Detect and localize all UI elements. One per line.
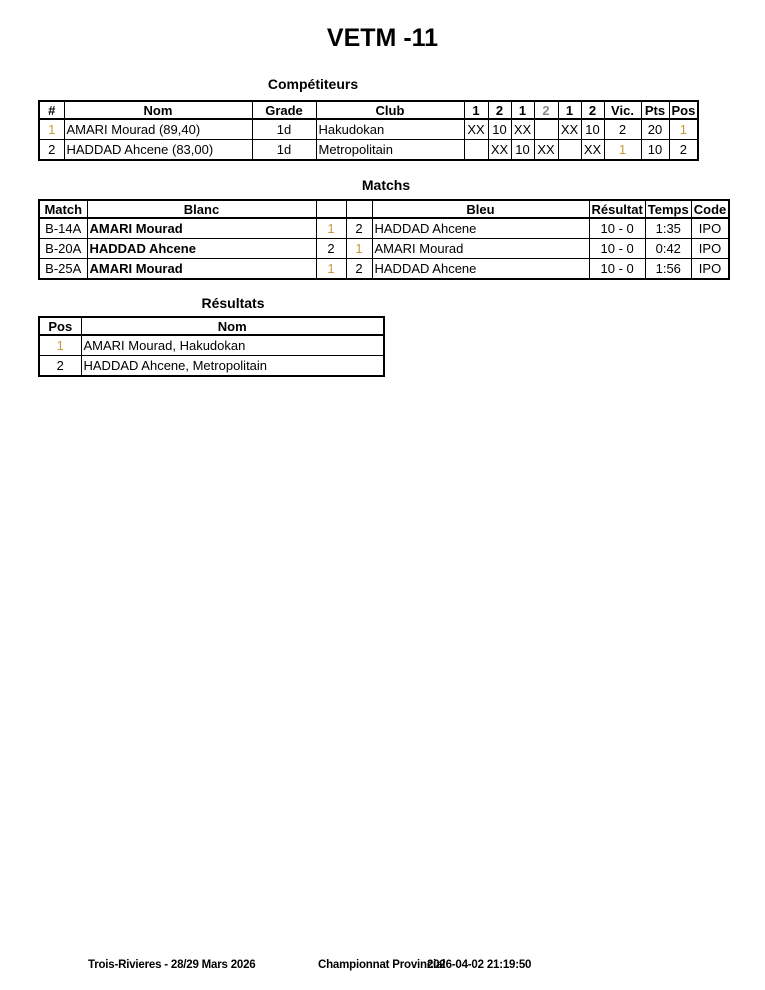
page-title: VETM -11 [326, 24, 439, 52]
cell-score: XX [488, 140, 511, 161]
cell-code: IPO [691, 259, 729, 280]
cell-match-id: B-20A [39, 239, 87, 259]
cell-match-id: B-25A [39, 259, 87, 280]
col-header-score-3: 1 [511, 101, 534, 119]
cell-victories: 2 [604, 119, 641, 140]
cell-score [558, 140, 581, 161]
cell-code: IPO [691, 239, 729, 259]
matches-heading: Matchs [361, 177, 411, 193]
col-header-club: Club [316, 101, 464, 119]
cell-blue-num: 2 [346, 218, 372, 239]
col-header-grade: Grade [252, 101, 316, 119]
cell-position: 2 [669, 140, 698, 161]
cell-score: XX [581, 140, 604, 161]
cell-score: XX [511, 119, 534, 140]
competitors-heading: Compétiteurs [267, 76, 359, 92]
col-header-score-1: 1 [464, 101, 488, 119]
cell-white-name: HADDAD Ahcene [87, 239, 316, 259]
col-header-score-6: 2 [581, 101, 604, 119]
results-header-row [39, 317, 384, 335]
cell-points: 20 [641, 119, 669, 140]
col-header-white-num [316, 200, 346, 218]
col-header-number: # [39, 101, 64, 119]
cell-time: 0:42 [645, 239, 691, 259]
cell-competitor: HADDAD Ahcene, Metropolitain [81, 356, 384, 377]
col-header-points: Pts [641, 101, 669, 119]
cell-points: 10 [641, 140, 669, 161]
cell-competitor-number: 1 [39, 119, 64, 140]
cell-score [534, 119, 558, 140]
cell-score: XX [558, 119, 581, 140]
match-row [39, 259, 729, 280]
cell-score: 10 [581, 119, 604, 140]
cell-score: 10 [488, 119, 511, 140]
cell-score: XX [464, 119, 488, 140]
cell-score: 10 [511, 140, 534, 161]
col-header-score-5: 1 [558, 101, 581, 119]
cell-victories: 1 [604, 140, 641, 161]
competitor-row [39, 140, 698, 161]
cell-competitor-number: 2 [39, 140, 64, 161]
cell-white-num: 1 [316, 259, 346, 280]
competitor-row [39, 119, 698, 140]
cell-blue-name: HADDAD Ahcene [372, 259, 589, 280]
footer-print-timestamp: 2026-04-02 21:19:50 [427, 959, 532, 971]
cell-position: 2 [39, 356, 81, 377]
competitors-table [38, 100, 699, 161]
cell-white-name: AMARI Mourad [87, 259, 316, 280]
cell-grade: 1d [252, 119, 316, 140]
cell-blue-num: 1 [346, 239, 372, 259]
col-header-score-4: 2 [534, 101, 558, 119]
col-header-code: Code [691, 200, 729, 218]
matches-header-row [39, 200, 729, 218]
cell-white-num: 2 [316, 239, 346, 259]
footer-championship: Championnat Provincial [318, 959, 446, 971]
cell-competitor-name: HADDAD Ahcene (83,00) [64, 140, 252, 161]
cell-blue-num: 2 [346, 259, 372, 280]
match-row [39, 239, 729, 259]
cell-position: 1 [39, 335, 81, 356]
col-header-position: Pos [39, 317, 81, 335]
match-row [39, 218, 729, 239]
col-header-result: Résultat [589, 200, 645, 218]
cell-club: Metropolitain [316, 140, 464, 161]
col-header-white: Blanc [87, 200, 316, 218]
cell-white-name: AMARI Mourad [87, 218, 316, 239]
cell-result: 10 - 0 [589, 259, 645, 280]
cell-result: 10 - 0 [589, 218, 645, 239]
cell-club: Hakudokan [316, 119, 464, 140]
col-header-name: Nom [81, 317, 384, 335]
cell-time: 1:35 [645, 218, 691, 239]
col-header-name: Nom [64, 101, 252, 119]
cell-white-num: 1 [316, 218, 346, 239]
col-header-position: Pos [669, 101, 698, 119]
col-header-time: Temps [645, 200, 691, 218]
result-row [39, 356, 384, 377]
cell-score [464, 140, 488, 161]
competitors-header-row [39, 101, 698, 119]
cell-competitor: AMARI Mourad, Hakudokan [81, 335, 384, 356]
col-header-score-2: 2 [488, 101, 511, 119]
cell-grade: 1d [252, 140, 316, 161]
col-header-blue: Bleu [372, 200, 589, 218]
footer-location-date: Trois-Rivieres - 28/29 Mars 2026 [88, 959, 256, 971]
cell-blue-name: AMARI Mourad [372, 239, 589, 259]
cell-code: IPO [691, 218, 729, 239]
col-header-match: Match [39, 200, 87, 218]
cell-result: 10 - 0 [589, 239, 645, 259]
cell-competitor-name: AMARI Mourad (89,40) [64, 119, 252, 140]
cell-match-id: B-14A [39, 218, 87, 239]
cell-position: 1 [669, 119, 698, 140]
cell-time: 1:56 [645, 259, 691, 280]
col-header-victories: Vic. [604, 101, 641, 119]
cell-blue-name: HADDAD Ahcene [372, 218, 589, 239]
result-row [39, 335, 384, 356]
col-header-blue-num [346, 200, 372, 218]
matches-table [38, 199, 730, 280]
results-heading: Résultats [201, 295, 265, 311]
cell-score: XX [534, 140, 558, 161]
results-table [38, 316, 385, 377]
